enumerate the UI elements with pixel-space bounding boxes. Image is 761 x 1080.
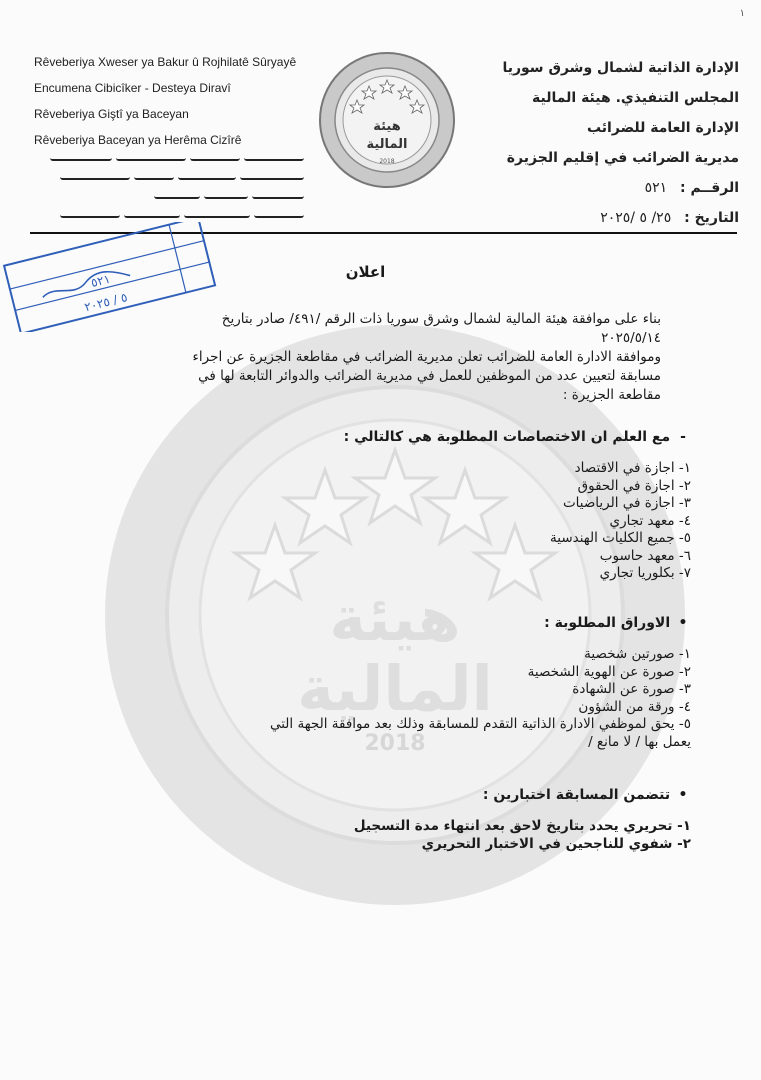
- list-item: ١- صورتين شخصية: [584, 646, 691, 662]
- header-left-line: Rêveberiya Xweser ya Bakur û Rojhilatê Sûryayê: [34, 55, 297, 69]
- list-item: ٢- اجازة في الحقوق: [577, 477, 691, 494]
- header-right-line: مديرية الضرائب في إقليم الجزيرة: [506, 150, 739, 166]
- seal-text-1: هيئة: [373, 119, 401, 134]
- list-item: ٥- يحق لموظفي الادارة الذاتية التقدم للمسابقة وذلك بعد موافقة الجهة التي: [269, 716, 691, 732]
- paragraph-line: ٢٠٢٥/٥/١٤: [601, 330, 661, 346]
- stamp-number: ٥٢١: [89, 271, 112, 291]
- syriac-line: [34, 171, 304, 190]
- specializations-section: [131, 410, 691, 583]
- specializations-heading-text: مع العلم ان الاختصاصات المطلوبة هي كالتالي :: [343, 429, 671, 445]
- documents-heading-text: الاوراق المطلوبة :: [544, 615, 671, 631]
- seal-text-2: المالية: [366, 137, 408, 152]
- list-item: ٢- شفوي للناجحين في الاختبار التحريري: [421, 835, 691, 852]
- list-item: ٢- صورة عن الهوية الشخصية: [527, 663, 691, 680]
- date-label: التاريخ :: [684, 210, 739, 226]
- specializations-heading: [131, 426, 691, 448]
- watermark-text-1: هيئة: [329, 582, 461, 655]
- announcement-paragraph: [101, 310, 661, 405]
- documents-heading: [131, 612, 691, 634]
- syriac-line: [34, 152, 304, 171]
- paragraph-line: بناء على موافقة هيئة المالية لشمال وشرق سوريا ذات الرقم /٤٩١/ صادر بتاريخ: [221, 311, 661, 327]
- syriac-header: [34, 152, 304, 228]
- bullet-marker: •: [678, 615, 688, 631]
- list-item: ٤- معهد تجاري: [609, 512, 691, 529]
- finance-authority-seal: [317, 50, 457, 190]
- number-label: الرقــم :: [680, 180, 739, 196]
- bullet-marker: •: [678, 787, 688, 803]
- exams-section: [131, 768, 691, 853]
- paragraph-line: وموافقة الادارة العامة للضرائب تعلن مديرية الضرائب في مقاطعة الجزيرة عن اجراء: [192, 349, 661, 365]
- list-item: ٦- معهد حاسوب: [599, 547, 691, 564]
- exams-list: [131, 818, 691, 853]
- header-right-line: الإدارة العامة للضرائب: [586, 120, 739, 136]
- paragraph-line: مسابقة لتعيين عدد من الموظفين للعمل في مديرية الضرائب والدوائر التابعة لها في: [198, 368, 661, 384]
- list-item: ٣- صورة عن الشهادة: [572, 681, 691, 697]
- dash-marker: -: [680, 429, 686, 445]
- header-right-line: المجلس التنفيذي. هيئة المالية: [532, 90, 739, 106]
- watermark-text-2: المالية: [297, 652, 493, 725]
- list-item: ١- اجازة في الاقتصاد: [574, 460, 691, 476]
- watermark-year: 2018: [364, 731, 426, 756]
- list-item: يعمل بها / لا مانع /: [588, 733, 691, 750]
- header-left-line: Rêveberiya Baceyan ya Herêma Cizîrê: [34, 133, 242, 147]
- paragraph-line: مقاطعة الجزيرة :: [562, 387, 661, 403]
- header-right: [439, 56, 739, 236]
- documents-list: [131, 646, 691, 751]
- list-item: ٥- جميع الكليات الهندسية: [550, 530, 691, 546]
- header-left-line: Encumena Cibicîker - Desteya Diravî: [34, 81, 231, 95]
- exams-heading-text: تتضمن المسابقة اختبارين :: [482, 787, 671, 803]
- number-value: ٥٢١: [644, 180, 668, 196]
- list-item: ١- تحريري يحدد بتاريخ لاحق بعد انتهاء مدة التسجيل: [353, 818, 691, 834]
- reference-number: [439, 176, 739, 206]
- list-item: ٧- بكلوريا تجاري: [599, 565, 691, 581]
- specializations-list: [131, 460, 691, 583]
- date-value: ٢٥/ ٥ /٢٠٢٥: [600, 210, 672, 226]
- exams-heading: [131, 784, 691, 806]
- seal-year: 2018: [379, 158, 395, 165]
- header-left: [34, 52, 324, 156]
- announcement-title: اعلان: [345, 263, 386, 281]
- stamp-date: ٥ / ٢٠٢٥: [82, 290, 129, 315]
- page-number: ١: [739, 8, 745, 19]
- header-left-line: Rêveberiya Giştî ya Baceyan: [34, 107, 189, 121]
- header-right-line: الإدارة الذاتية لشمال وشرق سوريا: [502, 60, 739, 76]
- documents-section: [131, 596, 691, 751]
- syriac-line: [34, 190, 304, 209]
- list-item: ٤- ورقة من الشؤون: [578, 698, 691, 715]
- list-item: ٣- اجازة في الرياضيات: [562, 495, 691, 511]
